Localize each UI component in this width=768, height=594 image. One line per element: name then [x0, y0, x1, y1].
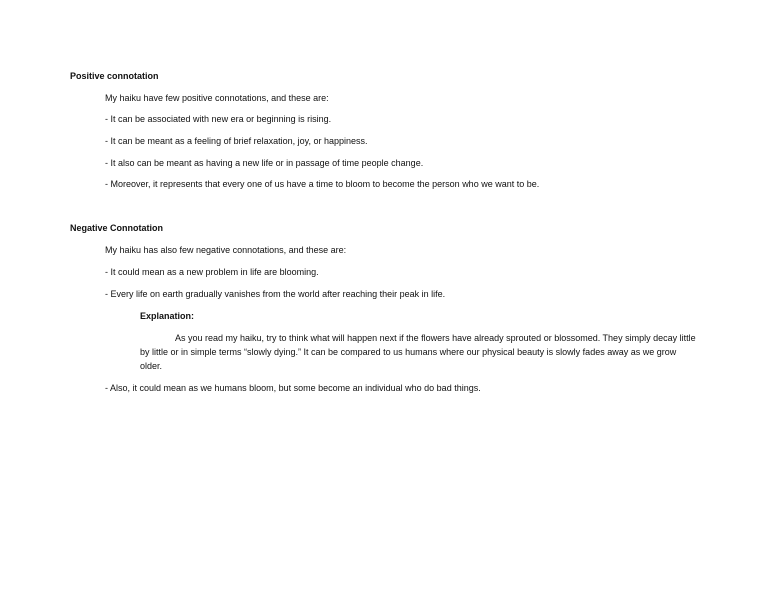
explanation-label: Explanation: — [140, 311, 195, 321]
negative-intro: My haiku has also few negative connotations, and these are: — [105, 245, 347, 255]
negative-item: - Every life on earth gradually vanishes from the world after reaching their peak in life. — [105, 289, 446, 299]
positive-intro: My haiku have few positive connotations, and these are: — [105, 93, 329, 103]
explanation-paragraph: As you read my haiku, try to think what will happen next if the flowers have already sprouted or blossomed. They simply decay little by little or in simple terms “slowly dying.” It can be compared to us humans where our physical beauty is slowly fades away as we grow older. — [140, 333, 696, 371]
positive-item: - It also can be meant as having a new life or in passage of time people change. — [105, 158, 424, 168]
negative-connotation-heading: Negative Connotation — [70, 223, 164, 233]
negative-item: - It could mean as a new problem in life are blooming. — [105, 267, 319, 277]
positive-connotation-heading: Positive connotation — [70, 71, 159, 81]
positive-item: - Moreover, it represents that every one of us have a time to bloom to become the person who we want to be. — [105, 179, 540, 189]
positive-item: - It can be associated with new era or beginning is rising. — [105, 114, 332, 124]
positive-item: - It can be meant as a feeling of brief relaxation, joy, or happiness. — [105, 136, 368, 146]
negative-item: - Also, it could mean as we humans bloom, but some become an individual who do bad things. — [105, 383, 481, 393]
